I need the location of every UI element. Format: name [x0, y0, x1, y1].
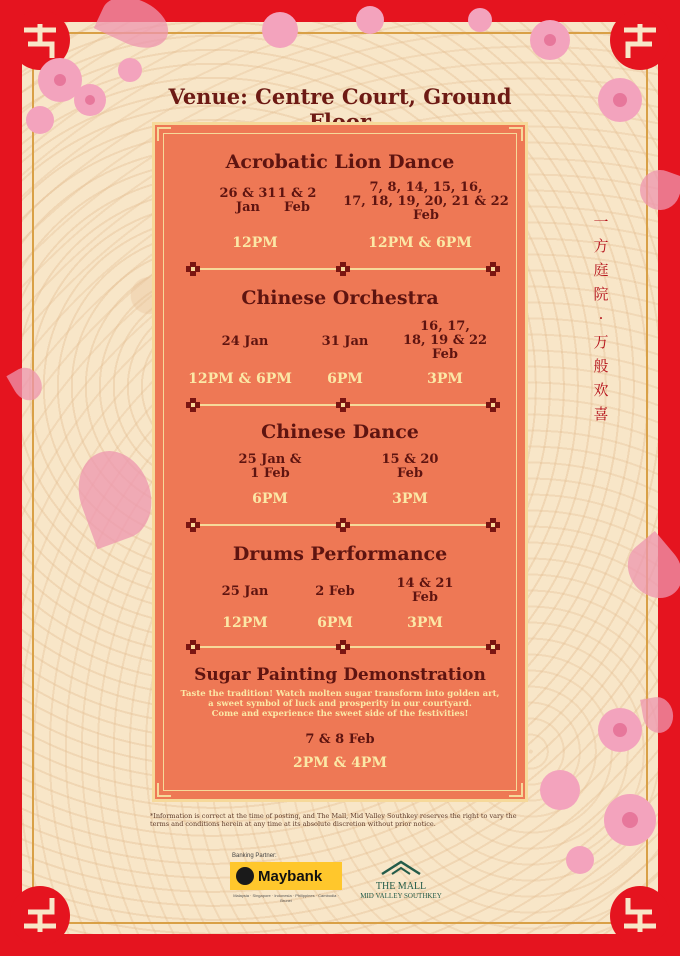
orchestra-date-1: 24 Jan — [221, 334, 269, 349]
sugar-description: Taste the tradition! Watch molten sugar transform into golden art, a sweet symbol of luck and prosperity in our courtyard. Come and experience the sweet side of the festivities! — [180, 689, 500, 719]
mall-logo — [356, 860, 446, 900]
dance-time-2: 3PM — [392, 491, 428, 507]
side-char: 般 — [593, 357, 609, 375]
sugar-date: 7 & 8 Feb — [305, 732, 375, 747]
orchestra-date-3: 16, 17, 18, 19 & 22 Feb — [402, 319, 488, 362]
vertical-chinese-text — [590, 210, 612, 426]
section-title-drums-performance: Drums Performance — [232, 543, 448, 565]
venue-heading: Venue: Centre Court, Ground — [168, 84, 512, 109]
side-char: 院 — [593, 285, 609, 303]
knot-ornament-icon — [486, 262, 500, 276]
maybank-countries: Malaysia · Singapore · Indonesia · Philippines · Cambodia · Brunei — [233, 893, 339, 903]
section-divider — [193, 517, 493, 533]
roof-icon — [378, 860, 424, 876]
drums-time-2: 6PM — [317, 615, 353, 631]
drums-time-1: 12PM — [222, 615, 268, 631]
section-divider — [193, 397, 493, 413]
knot-ornament-icon — [186, 398, 200, 412]
section-title-sugar-painting: Sugar Painting Demonstration — [194, 665, 486, 685]
lion-time-1: 12PM — [232, 235, 278, 251]
knot-ornament-icon — [186, 518, 200, 532]
knot-ornament-icon — [336, 398, 350, 412]
side-char: 方 — [593, 237, 609, 255]
orchestra-time-2: 6PM — [327, 371, 363, 387]
section-title-lion-dance: Acrobatic Lion Dance — [225, 151, 455, 173]
orchestra-date-2: 31 Jan — [321, 334, 369, 349]
board-corner — [509, 127, 523, 141]
side-char: 欢 — [593, 381, 609, 399]
maybank-logo — [230, 862, 342, 890]
knot-ornament-icon — [186, 640, 200, 654]
knot-ornament-icon — [486, 518, 500, 532]
knot-ornament-icon — [336, 518, 350, 532]
knot-ornament-icon — [336, 262, 350, 276]
side-char: 万 — [593, 333, 609, 351]
drums-date-2: 2 Feb — [315, 584, 355, 599]
lion-date-3: 7, 8, 14, 15, 16, 17, 18, 19, 20, 21 & 22 Feb — [343, 180, 509, 223]
maybank-wordmark: Maybank — [258, 867, 323, 885]
mall-name-line1: THE MALL — [375, 881, 427, 892]
section-divider — [193, 261, 493, 277]
lion-date-1: 26 & 31 Jan — [219, 186, 277, 215]
knot-ornament-icon — [336, 640, 350, 654]
tiger-icon — [236, 867, 254, 885]
drums-time-3: 3PM — [407, 615, 443, 631]
knot-ornament-icon — [486, 640, 500, 654]
board-corner — [157, 127, 171, 141]
drums-date-3: 14 & 21 Feb — [396, 576, 454, 605]
mall-name-line2: MID VALLEY SOUTHKEY — [360, 892, 442, 900]
side-char: 一 — [593, 213, 609, 231]
knot-ornament-icon — [486, 398, 500, 412]
orchestra-time-3: 3PM — [427, 371, 463, 387]
board-corner — [157, 783, 171, 797]
orchestra-time-1: 12PM & 6PM — [188, 371, 292, 387]
banking-partner-label: Banking Partner: — [232, 853, 277, 859]
dance-time-1: 6PM — [252, 491, 288, 507]
section-title-chinese-orchestra: Chinese Orchestra — [241, 287, 439, 309]
knot-ornament-icon — [186, 262, 200, 276]
lion-date-2: 1 & 2 Feb — [277, 186, 317, 215]
lion-time-2: 12PM & 6PM — [368, 235, 472, 251]
drums-date-1: 25 Jan — [221, 584, 269, 599]
schedule-board — [152, 122, 528, 802]
disclaimer-note: *Information is correct at the time of posting, and The Mall, Mid Valley Southkey reserves the right to vary the terms and conditions herein at any time at its absolute discretion without prior notice. — [150, 812, 517, 828]
corner-ornament-bottom-left — [0, 876, 80, 956]
sugar-time: 2PM & 4PM — [293, 755, 387, 771]
board-corner — [509, 783, 523, 797]
section-divider — [193, 639, 493, 655]
side-char: · — [598, 309, 604, 327]
section-title-chinese-dance: Chinese Dance — [261, 421, 419, 443]
dance-date-2: 15 & 20 Feb — [381, 452, 439, 481]
dance-date-1: 25 Jan & 1 Feb — [238, 452, 302, 481]
side-char: 喜 — [593, 405, 609, 423]
side-char: 庭 — [593, 261, 609, 279]
